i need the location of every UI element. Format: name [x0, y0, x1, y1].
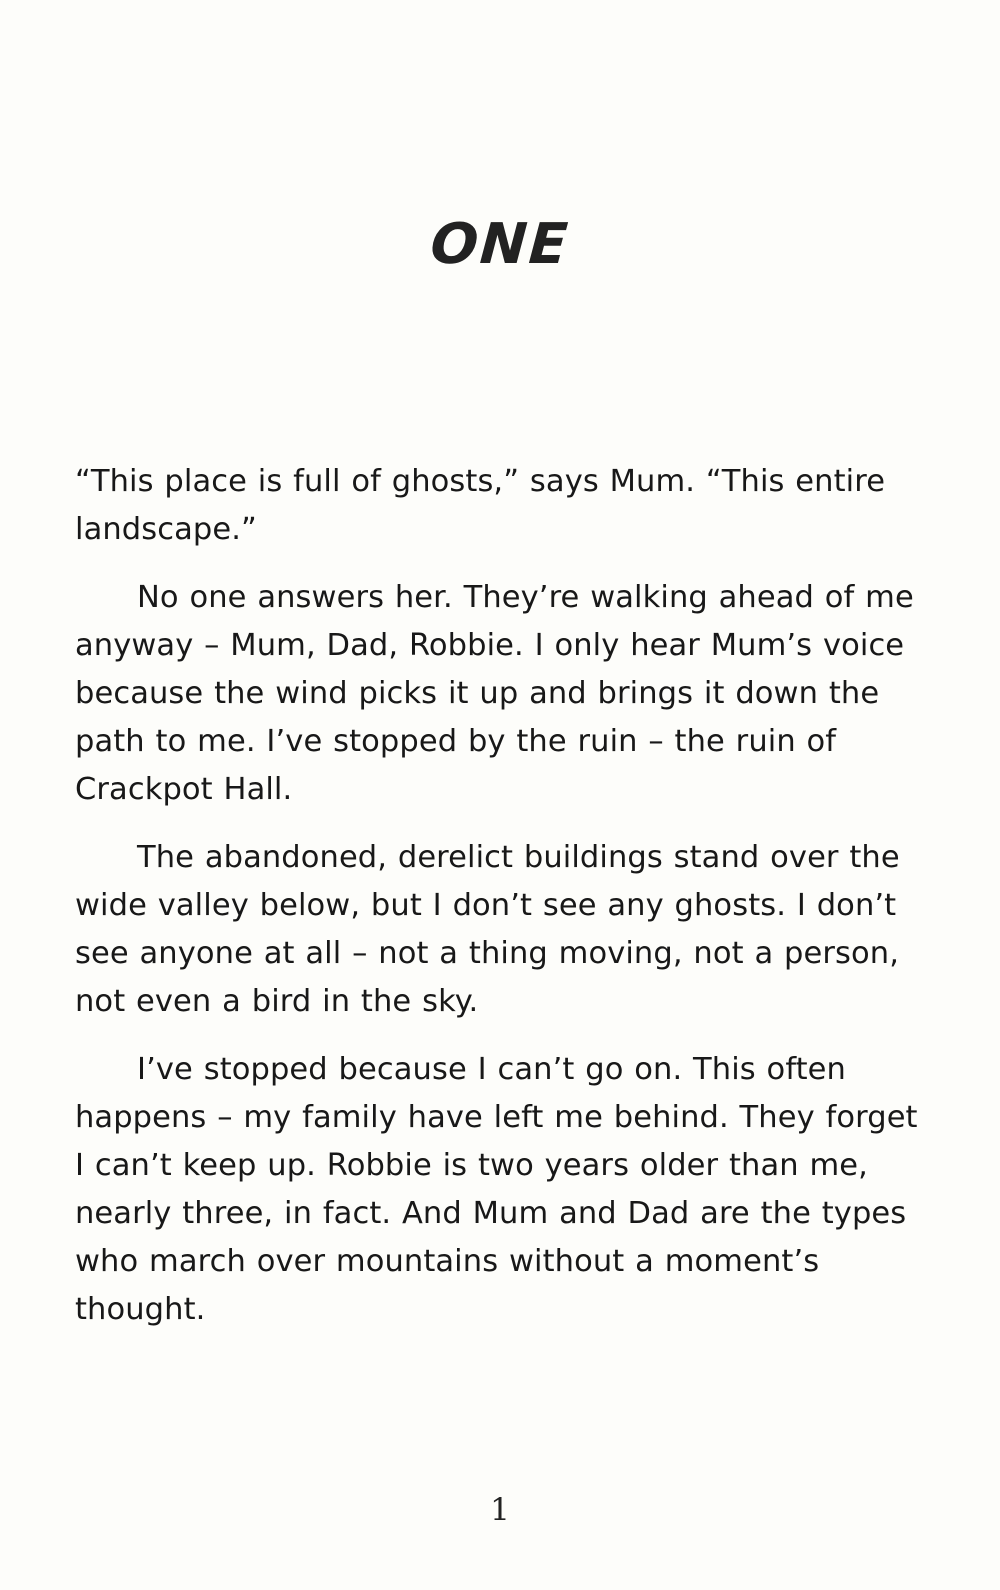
paragraph: I’ve stopped because I can’t go on. This often happens – my family have left me behind. They forget I can’t keep up. Robbie is two years older than me, nearly three, in fact. And Mum and Dad are the types who march over mountains without a moment’s thought. — [75, 1052, 918, 1327]
body-text-block — [75, 458, 930, 1354]
paragraph: The abandoned, derelict buildings stand over the wide valley below, but I don’t see any ghosts. I don’t see anyone at all – not a thing moving, not a person, not even a bird in the sky. — [75, 840, 900, 1019]
page-number: 1 — [490, 1492, 510, 1528]
paragraph: “This place is full of ghosts,” says Mum. “This entire landscape.” — [75, 464, 886, 547]
paragraph: No one answers her. They’re walking ahead of me anyway – Mum, Dad, Robbie. I only hear Mum’s voice because the wind picks it up and brings it down the path to me. I’ve stopped by the ruin – the ruin of Crackpot Hall. — [75, 580, 914, 807]
chapter-title: ONE — [428, 212, 572, 277]
